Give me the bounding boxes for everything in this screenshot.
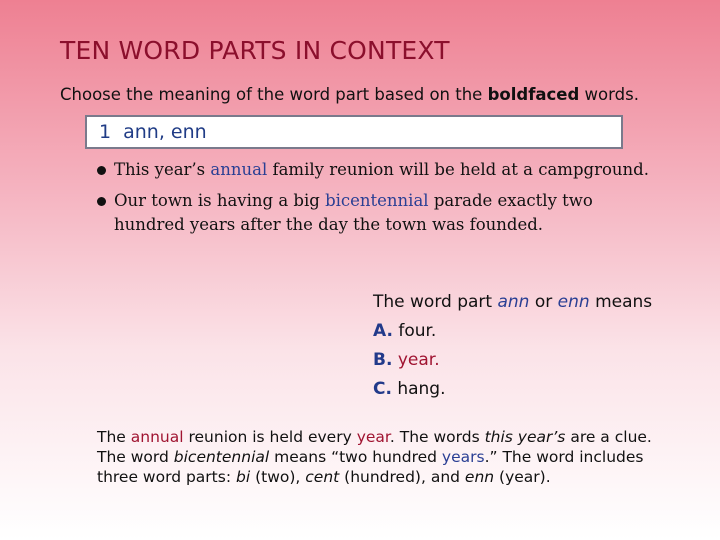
question <box>373 290 673 401</box>
explanation-keyword: annual <box>130 428 184 446</box>
instructions-text-end: words. <box>579 85 639 104</box>
word-part-box <box>85 115 623 149</box>
highlighted-word: bicentennial <box>325 191 429 210</box>
explanation-italic: cent <box>305 468 340 486</box>
sentence-2 <box>96 189 656 237</box>
option-b[interactable] <box>373 348 673 372</box>
option-c[interactable] <box>373 377 673 401</box>
word-part-number: 1 <box>99 121 112 143</box>
explanation-keyword: years <box>441 448 485 466</box>
instructions-text: Choose the meaning of the word part based on the <box>60 85 488 104</box>
explanation-italic: enn <box>464 468 495 486</box>
word-part-label: ann, enn <box>123 121 207 143</box>
bullet-icon <box>97 197 106 206</box>
explanation-keyword: year <box>356 428 390 446</box>
sentence-text: Our town is having a big <box>114 191 326 210</box>
explanation-text: means “two hundred <box>269 448 442 466</box>
page-title: TEN WORD PARTS IN CONTEXT <box>60 36 450 65</box>
explanation-text: are a clue. The word <box>97 428 652 466</box>
sentence-1 <box>96 158 656 182</box>
question-text: or <box>529 292 558 312</box>
explanation-text: (year). <box>494 468 551 486</box>
instructions <box>60 85 639 104</box>
explanation-text: . The words <box>389 428 485 446</box>
answer-explanation <box>97 427 657 487</box>
explanation-italic: bi <box>235 468 251 486</box>
explanation-text: The <box>97 428 131 446</box>
sentence-text: parade exactly two hundred years after the day the town was founded. <box>114 191 593 234</box>
explanation-italic: bicentennial <box>173 448 270 466</box>
example-sentences <box>96 158 656 244</box>
option-text: year. <box>397 350 440 370</box>
explanation-text: .” The word includes three word parts: <box>97 448 644 486</box>
instructions-bold-word: boldfaced <box>487 85 580 104</box>
explanation-text: (hundred), and <box>339 468 465 486</box>
bullet-icon <box>97 166 106 175</box>
word-part-ann: ann <box>497 292 530 312</box>
question-prompt <box>373 290 673 314</box>
option-letter: A. <box>373 321 393 341</box>
option-text: four. <box>398 321 437 341</box>
word-part-enn: enn <box>557 292 590 312</box>
explanation-italic: this year’s <box>484 428 566 446</box>
question-text: means <box>589 292 653 312</box>
highlighted-word: annual <box>210 160 268 179</box>
sentence-text: This year’s <box>114 160 211 179</box>
option-letter: C. <box>373 379 392 399</box>
option-a[interactable] <box>373 319 673 343</box>
sentence-text: family reunion will be held at a campground. <box>267 160 649 179</box>
question-text: The word part <box>373 292 498 312</box>
option-letter: B. <box>373 350 393 370</box>
option-text: hang. <box>397 379 446 399</box>
explanation-text: (two), <box>250 468 306 486</box>
explanation-text: reunion is held every <box>183 428 357 446</box>
